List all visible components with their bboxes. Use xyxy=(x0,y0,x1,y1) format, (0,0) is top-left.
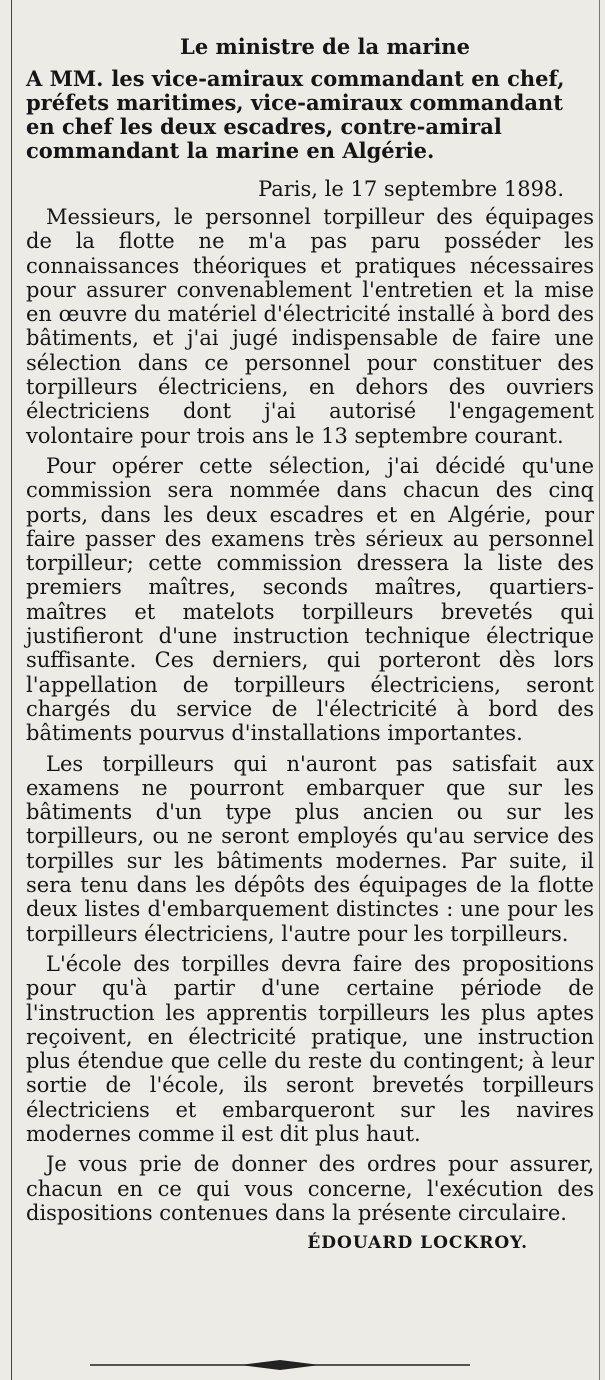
paragraph-4: L'école des torpilles devra faire des propositions pour qu'à partir d'une certaine période de l'instruction les apprentis torpilleurs les plus aptes reçoivent, en électricité pratique, une instruction plus étendue que celle du reste du contingent; à leur sortie de l'école, ils seront brevetés torpilleurs électriciens et embarqueront sur les navires modernes comme il est dit plus haut. xyxy=(26,951,594,1146)
signature: ÉDOUARD LOCKROY. xyxy=(307,1233,528,1254)
paragraph-2: Pour opérer cette sélection, j'ai décidé qu'une commission sera nommée dans chacun des cinq ports, dans les deux escadres et en Algérie, pour faire passer des examens très sérieux au personnel torpilleur; cette commission dressera la liste des premiers maîtres, seconds maîtres, quartiers-maîtres et matelots torpilleurs brevetés qui justifieront d'une instruction technique électrique suffisante. Ces derniers, qui porteront dès lors l'appellation de torpilleurs électriciens, seront chargés du service de l'électricité à bord des bâtiments pourvus d'installations importantes. xyxy=(26,453,594,746)
column-rule-left xyxy=(11,0,12,1380)
column-rule-right xyxy=(599,0,600,1380)
dateline: Paris, le 17 septembre 1898. xyxy=(258,177,564,201)
addressee-line xyxy=(26,67,594,163)
article-column xyxy=(26,34,594,1253)
paragraph-1: Messieurs, le personnel torpilleur des équipages de la flotte ne m'a pas paru posséder les connaissances théoriques et pratiques nécessaires pour assurer convenablement l'entretien et la mise en œuvre du matériel d'électricité installé à bord des bâtiments, et j'ai jugé indispensable de faire une sélection dans ce personnel pour constituer des torpilleurs électriciens, en dehors des ouvriers électriciens dont j'ai autorisé l'engagement volontaire pour trois ans le 13 septembre courant. xyxy=(26,205,594,448)
addressee-lead: A MM. xyxy=(26,66,104,91)
addressee-text: les vice-amiraux commandant en chef, préfets maritimes, vice-amiraux commandant en chef les deux escadres, contre-amiral commandant la marine en Algérie. xyxy=(26,66,565,163)
article-heading: Le ministre de la marine xyxy=(180,34,470,59)
divider-ornament xyxy=(90,1358,470,1372)
paragraph-5: Je vous prie de donner des ordres pour assurer, chacun en ce qui vous concerne, l'exécution des dispositions contenues dans la présente circulaire. xyxy=(26,1152,594,1225)
paragraph-3: Les torpilleurs qui n'auront pas satisfait aux examens ne pourront embarquer que sur les bâtiments d'un type plus ancien ou sur les torpilleurs, ou ne seront employés qu'au service des torpilles sur les bâtiments modernes. Par suite, il sera tenu dans les dépôts des équipages de la flotte deux listes d'embarquement distinctes : une pour les torpilleurs électriciens, l'autre pour les torpilleurs. xyxy=(26,751,594,946)
